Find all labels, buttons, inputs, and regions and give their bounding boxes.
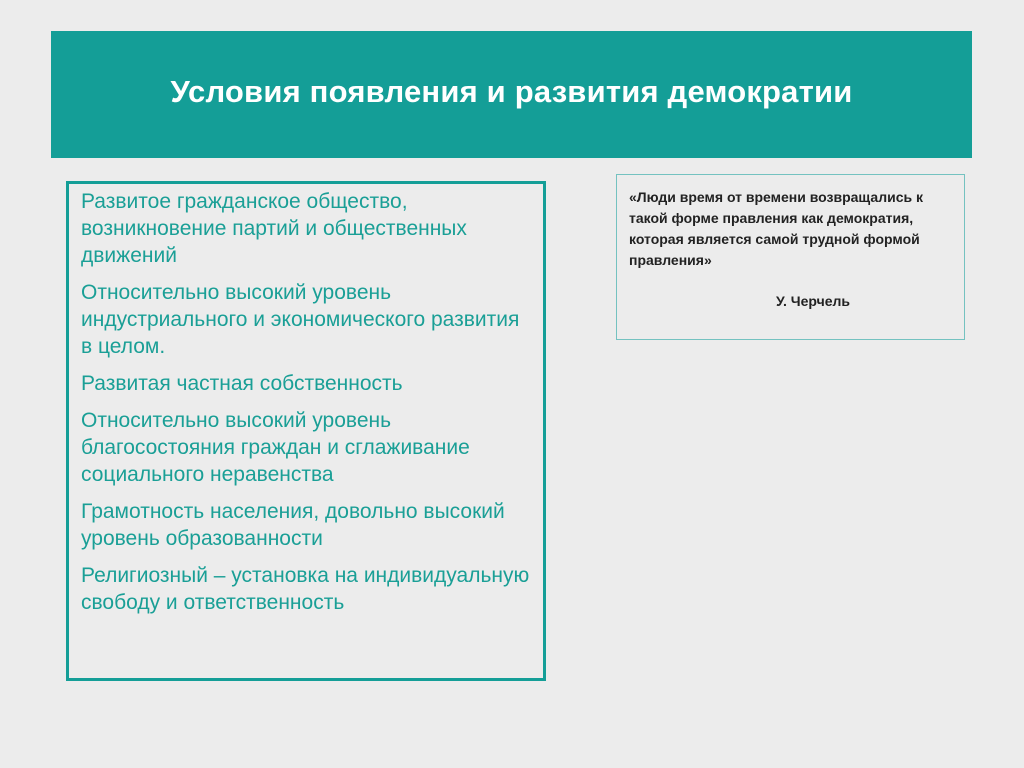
quote-box bbox=[616, 174, 965, 340]
slide-title: Условия появления и развития демократии bbox=[170, 73, 853, 109]
condition-item: Развитая частная собственность bbox=[81, 372, 403, 395]
quote-author: У. Черчель bbox=[776, 293, 850, 309]
condition-item: Относительно высокий уровень индустриального и экономического развития в целом. bbox=[81, 281, 520, 358]
title-bar bbox=[51, 31, 972, 158]
condition-item: Грамотность населения, довольно высокий уровень образованности bbox=[81, 500, 505, 550]
conditions-list bbox=[69, 184, 543, 616]
quote-text: «Люди время от времени возвращались к такой форме правления как демократия, которая является самой трудной формой правления» bbox=[629, 189, 923, 268]
condition-item: Религиозный – установка на индивидуальную свободу и ответственность bbox=[81, 564, 530, 614]
condition-item: Относительно высокий уровень благосостояния граждан и сглаживание социального неравенства bbox=[81, 409, 470, 486]
conditions-box bbox=[66, 181, 546, 681]
condition-item: Развитое гражданское общество, возникновение партий и общественных движений bbox=[81, 190, 467, 267]
